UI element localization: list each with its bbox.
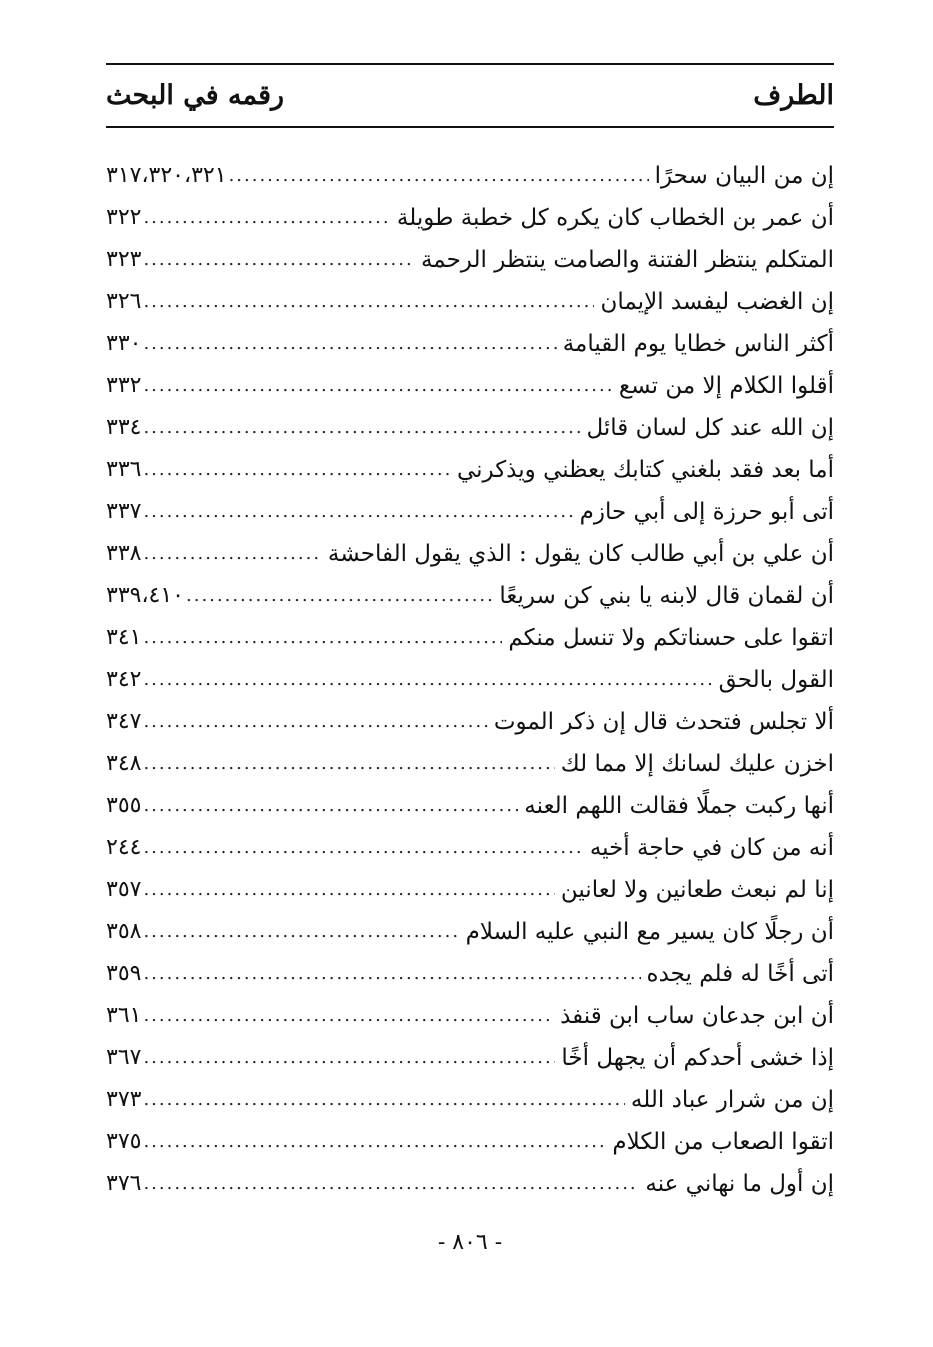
search-number: ٣٤٧: [106, 709, 142, 734]
search-number: ٣٧٦: [106, 1171, 142, 1196]
hadith-text: أما بعد فقد بلغني كتابك يعظني ويذكرني: [456, 457, 834, 483]
leader-dots: [143, 701, 487, 743]
list-item: [106, 197, 834, 239]
leader-dots: [143, 533, 321, 575]
leader-dots: [143, 659, 712, 701]
hadith-text: أنها ركبت جملًا فقالت اللهم العنه: [524, 793, 834, 819]
leader-dots: [143, 953, 640, 995]
leader-dots: [143, 911, 459, 953]
list-item: [106, 1079, 834, 1121]
search-number: ٣٦١: [106, 1003, 142, 1028]
hadith-text: اتقوا الصعاب من الكلام: [612, 1129, 834, 1155]
hadith-text: أن لقمان قال لابنه يا بني كن سريعًا: [499, 583, 834, 609]
leader-dots: [143, 995, 554, 1037]
hadith-text: اتقوا على حسناتكم ولا تنسل منكم: [508, 625, 834, 651]
search-number: ٣٤١: [106, 625, 142, 650]
table-header: [106, 72, 834, 120]
search-number: ٣٧٣: [106, 1087, 142, 1112]
hadith-text: أن رجلًا كان يسير مع النبي عليه السلام: [465, 919, 834, 945]
index-page: [106, 0, 834, 1347]
hadith-text: القول بالحق: [718, 667, 834, 693]
search-number: ٣٢٢: [106, 205, 142, 230]
hadith-text: أن عمر بن الخطاب كان يكره كل خطبة طويلة: [396, 205, 834, 231]
leader-dots: [143, 323, 556, 365]
hadith-text: إن الله عند كل لسان قائل: [586, 415, 834, 441]
list-item: [106, 617, 834, 659]
hadith-text: المتكلم ينتظر الفتنة والصامت ينتظر الرحمة: [420, 247, 834, 273]
leader-dots: [143, 827, 583, 869]
list-item: [106, 281, 834, 323]
hadith-text: أتى أخًا له فلم يجده: [646, 961, 834, 987]
search-number: ٣٢٦: [106, 289, 142, 314]
search-number: ٣٣٨: [106, 541, 142, 566]
list-item: [106, 575, 834, 617]
list-item: [106, 701, 834, 743]
search-number: ٣٣٤: [106, 415, 142, 440]
hadith-text: إن أول ما نهاني عنه: [645, 1171, 834, 1197]
search-number: ٣٤٨: [106, 751, 142, 776]
leader-dots: [186, 575, 493, 617]
list-item: [106, 995, 834, 1037]
list-item: [106, 407, 834, 449]
leader-dots: [143, 239, 415, 281]
search-number: ٣٦٧: [106, 1045, 142, 1070]
index-list: [106, 155, 834, 1205]
hadith-text: أن ابن جدعان ساب ابن قنفذ: [560, 1003, 834, 1029]
hadith-text: أن علي بن أبي طالب كان يقول : الذي يقول الفاحشة: [327, 541, 834, 567]
hadith-text: ألا تجلس فتحدث قال إن ذكر الموت: [493, 709, 834, 735]
list-item: [106, 911, 834, 953]
hadith-text: إنا لم نبعث طعانين ولا لعانين: [560, 877, 834, 903]
leader-dots: [143, 197, 390, 239]
list-item: [106, 827, 834, 869]
header-right-title: الطرف: [753, 80, 834, 111]
list-item: [106, 239, 834, 281]
search-number: ٣٢٣: [106, 247, 142, 272]
list-item: [106, 533, 834, 575]
leader-dots: [143, 365, 612, 407]
leader-dots: [143, 1037, 555, 1079]
search-number: ٣٥٨: [106, 919, 142, 944]
leader-dots: [143, 743, 554, 785]
leader-dots: [143, 617, 502, 659]
hadith-text: إن من شرار عباد الله: [630, 1087, 834, 1113]
search-number: ٣٣٢: [106, 373, 142, 398]
hadith-text: أكثر الناس خطايا يوم القيامة: [562, 331, 834, 357]
search-number: ٣٣٠: [106, 331, 142, 356]
leader-dots: [143, 1121, 606, 1163]
hadith-text: أتى أبو حرزة إلى أبي حازم: [579, 499, 834, 525]
list-item: [106, 785, 834, 827]
search-number: ٣٥٩: [106, 961, 142, 986]
list-item: [106, 1037, 834, 1079]
search-number: ٣٣٧: [106, 499, 142, 524]
list-item: [106, 953, 834, 995]
leader-dots: [143, 785, 518, 827]
leader-dots: [143, 491, 573, 533]
hadith-text: اخزن عليك لسانك إلا مما لك: [560, 751, 834, 777]
list-item: [106, 659, 834, 701]
list-item: [106, 323, 834, 365]
leader-dots: [143, 1079, 624, 1121]
list-item: [106, 743, 834, 785]
search-number: ٣٣٩،٤١٠: [106, 583, 184, 608]
search-number: ٣٧٥: [106, 1129, 142, 1154]
header-left-title: رقمه في البحث: [106, 80, 285, 111]
leader-dots: [143, 869, 554, 911]
leader-dots: [229, 155, 649, 197]
hadith-text: إن الغضب ليفسد الإيمان: [600, 289, 834, 315]
search-number: ٣٤٢: [106, 667, 142, 692]
list-item: [106, 1121, 834, 1163]
list-item: [106, 155, 834, 197]
header-top-rule: [106, 63, 834, 65]
header-bottom-rule: [106, 126, 834, 128]
search-number: ٣١٧،٣٢٠،٣٢١: [106, 163, 227, 188]
list-item: [106, 1163, 834, 1205]
leader-dots: [143, 281, 594, 323]
list-item: [106, 491, 834, 533]
leader-dots: [143, 1163, 639, 1205]
search-number: ٣٥٥: [106, 793, 142, 818]
page-number: - ٨٠٦ -: [437, 1230, 503, 1255]
search-number: ٢٤٤: [106, 835, 142, 860]
hadith-text: أقلوا الكلام إلا من تسع: [618, 373, 834, 399]
search-number: ٣٥٧: [106, 877, 142, 902]
list-item: [106, 365, 834, 407]
leader-dots: [143, 449, 451, 491]
list-item: [106, 449, 834, 491]
hadith-text: إذا خشى أحدكم أن يجهل أخًا: [561, 1045, 834, 1071]
leader-dots: [143, 407, 580, 449]
list-item: [106, 869, 834, 911]
search-number: ٣٣٦: [106, 457, 142, 482]
hadith-text: أنه من كان في حاجة أخيه: [589, 835, 834, 861]
hadith-text: إن من البيان سحرًا: [654, 163, 834, 189]
